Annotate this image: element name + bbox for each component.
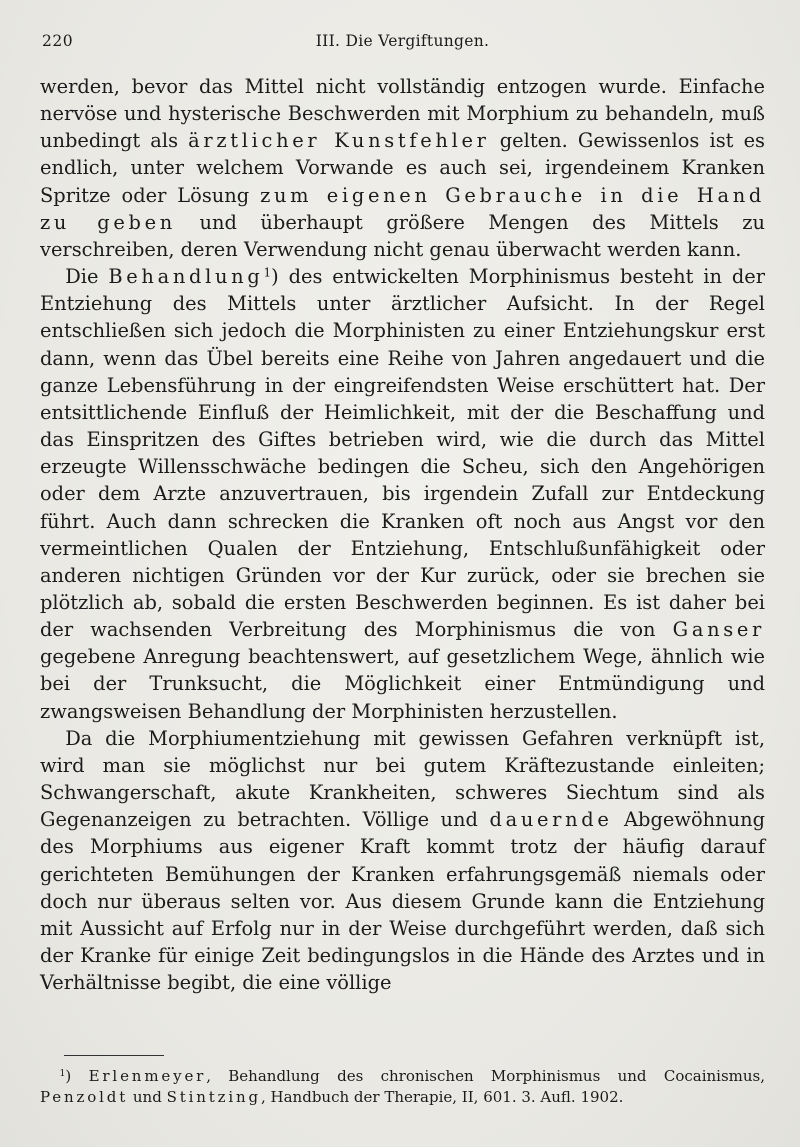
footnote-reference[interactable]: 1 (263, 265, 272, 280)
page-number: 220 (42, 32, 74, 50)
page-header (40, 30, 765, 58)
emphasis-spaced: zum eigenen Gebrauche in die Hand zu geben (40, 183, 765, 234)
footnote-marker: 1 (59, 1067, 66, 1079)
author-name-spaced: Stintzing (166, 1088, 261, 1106)
footnotes (40, 1066, 765, 1108)
footnote-1: $^1$) Erlenmeyer, Behandlung des chronischen Morphinismus und Cocainismus, Penzoldt und Stintzing, Handbuch der Therapie, II, 601. 3. Aufl. 1902. (40, 1067, 766, 1106)
text-run: Die (65, 265, 109, 289)
paragraph-1 (40, 73, 765, 263)
text-run: und (128, 1088, 167, 1106)
text-run: werden, bevor das Mittel nicht vollständig entzogen wurde. Einfache nervöse und hysterische Beschwerden mit Morphium zu behandeln, muß unbedingt als (40, 75, 765, 153)
text-run: ) des entwickelten Morphinismus besteht in der Entziehung des Mittels unter ärztlicher Aufsicht. In der Regel entschließen sich jedoch die Morphinisten zu einer Entziehungskur erst dann, wenn das Übel bereits eine Reihe von Jahren angedauert und die ganze Lebensführung in der eingreifendsten Weise erschüttert hat. Der entsittlichende Einfluß der Heimlichkeit, mit der die Beschaffung und das Einspritzen des Giftes betrieben wird, wie die durch das Mittel erzeugte Willensschwäche bedingen die Scheu, sich den Angehörigen oder dem Arzte anzuvertrauen, bis irgendein Zufall zur Entdeckung führt. Auch dann schrecken die Kranken oft noch aus Angst vor den vermeintlichen Qualen der Entziehung, Entschlußunfähigkeit oder anderen nichtigen Gründen vor der Kur zurück, oder sie brechen sie plötzlich ab, sobald die ersten Beschwerden beginnen. Es ist daher bei der wachsenden Verbreitung des Morphinismus die von (40, 265, 765, 642)
text-run: , Behandlung des chronischen Morphinismus und Cocainismus, (206, 1067, 766, 1085)
body-text (40, 73, 765, 996)
emphasis-spaced: Behandlung (108, 265, 264, 289)
text-run: gegebene Anregung beachtenswert, auf gesetzlichem Wege, ähnlich wie bei der Trunksucht, die Möglichkeit einer Entmündigung und zwangsweisen Behandlung der Morphinisten herzustellen. (40, 645, 765, 723)
emphasis-spaced: dauernde (489, 808, 613, 832)
author-name-spaced: Erlenmeyer (88, 1067, 207, 1085)
author-name-spaced: Penzoldt (40, 1088, 129, 1106)
text-run: Da die Morphiumentziehung mit gewissen Gefahren verknüpft ist, wird man sie möglichst nur bei gutem Kräftezustande einleiten; Schwangerschaft, akute Krankheiten, schweres Siechtum sind als Gegenanzeigen zu betrachten. Völlige und (40, 726, 765, 832)
emphasis-spaced: ärztlicher Kunstfehler (188, 129, 490, 153)
text-run: gelten. Gewissenlos ist es endlich, unter welchem Vorwande es auch sei, irgendeinem Kranken Spritze oder Lösung (40, 129, 765, 207)
running-title: III. Die Vergiftungen. (315, 32, 490, 50)
author-name-spaced: Ganser (672, 618, 765, 642)
text-run: , Handbuch der Therapie, II, 601. 3. Aufl. 1902. (261, 1088, 624, 1106)
text-run: Abgewöhnung des Morphiums aus eigener Kraft kommt trotz der häufig darauf gerichteten Bemühungen der Kranken erfahrungsgemäß niemals oder doch nur überaus selten vor. Aus diesem Grunde kann die Entziehung mit Aussicht auf Erfolg nur in der Weise durchgeführt werden, daß sich der Kranke für einige Zeit bedingungslos in die Hände des Arztes und in Verhältnisse begibt, die eine völlige (40, 808, 765, 995)
paragraph-3 (40, 725, 765, 997)
footnote-divider (64, 1055, 164, 1056)
paragraph-2 (40, 263, 765, 725)
text-run: und überhaupt größere Mengen des Mittels zu verschreiben, deren Verwendung nicht genau überwacht werden kann. (40, 210, 765, 261)
